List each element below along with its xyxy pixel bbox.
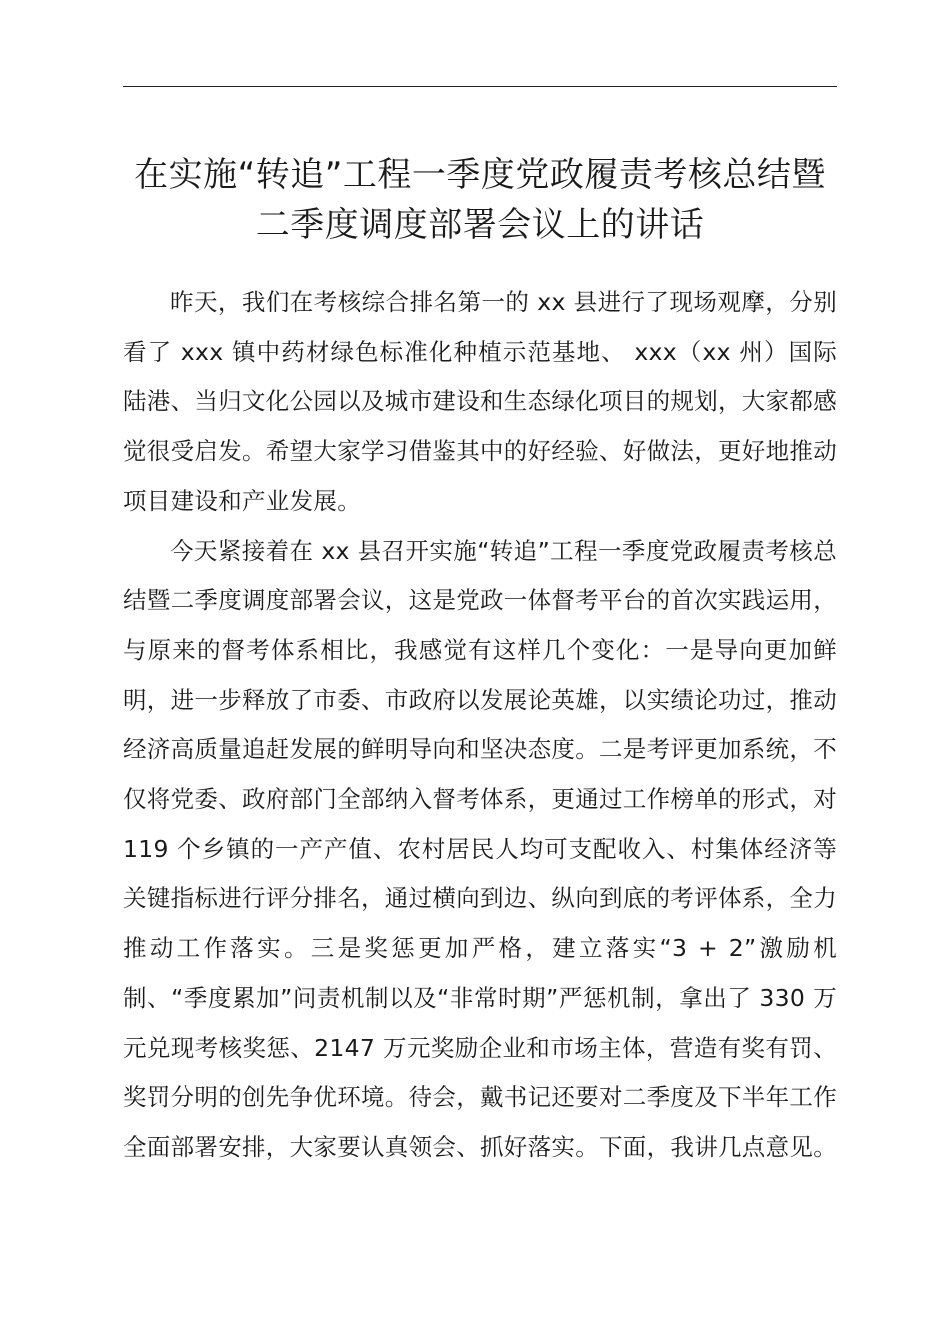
paragraph-2: 今天紧接着在 xx 县召开实施“转追”工程一季度党政履责考核总结暨二季度调度部署会议，这是党政一体督考平台的首次实践运用，与原来的督考体系相比，我感觉有这样几个变化：一是导向更加鲜明，进一步释放了市委、市政府以发展论英雄，以实绩论功过，推动经济高质量追赶发展的鲜明导向和坚决态度。二是考评更加系统，不仅将党委、政府部门全部纳入督考体系，更通过工作榜单的形式，对 119 个乡镇的一产产值、农村居民人均可支配收入、村集体经济等关键指标进行评分排名，通过横向到边、纵向到底的考评体系，全力推动工作落实。三是奖惩更加严格，建立落实“3 + 2”激励机制、“季度累加”问责机制以及“非常时期”严惩机制，拿出了 330 万元兑现考核奖惩、2147 万元奖励企业和市场主体，营造有奖有罚、奖罚分明的创先争优环境。待会，戴书记还要对二季度及下半年工作全面部署安排，大家要认真领会、抓好落实。下面，我讲几点意见。	[123, 536, 837, 1161]
title-line-2: 二季度调度部署会议上的讲话	[255, 205, 705, 245]
document-body	[123, 278, 837, 1173]
title-line-1: 在实施“转追”工程一季度党政履责考核总结暨	[134, 155, 826, 195]
header-rule	[123, 86, 837, 87]
document-title	[100, 150, 860, 250]
paragraph-1: 昨天，我们在考核综合排名第一的 xx 县进行了现场观摩，分别看了 xxx 镇中药材绿色标准化种植示范基地、 xxx（xx 州）国际陆港、当归文化公园以及城市建设和生态绿化项目的规划，大家都感觉很受启发。希望大家学习借鉴其中的好经验、好做法，更好地推动项目建设和产业发展。	[123, 288, 837, 515]
